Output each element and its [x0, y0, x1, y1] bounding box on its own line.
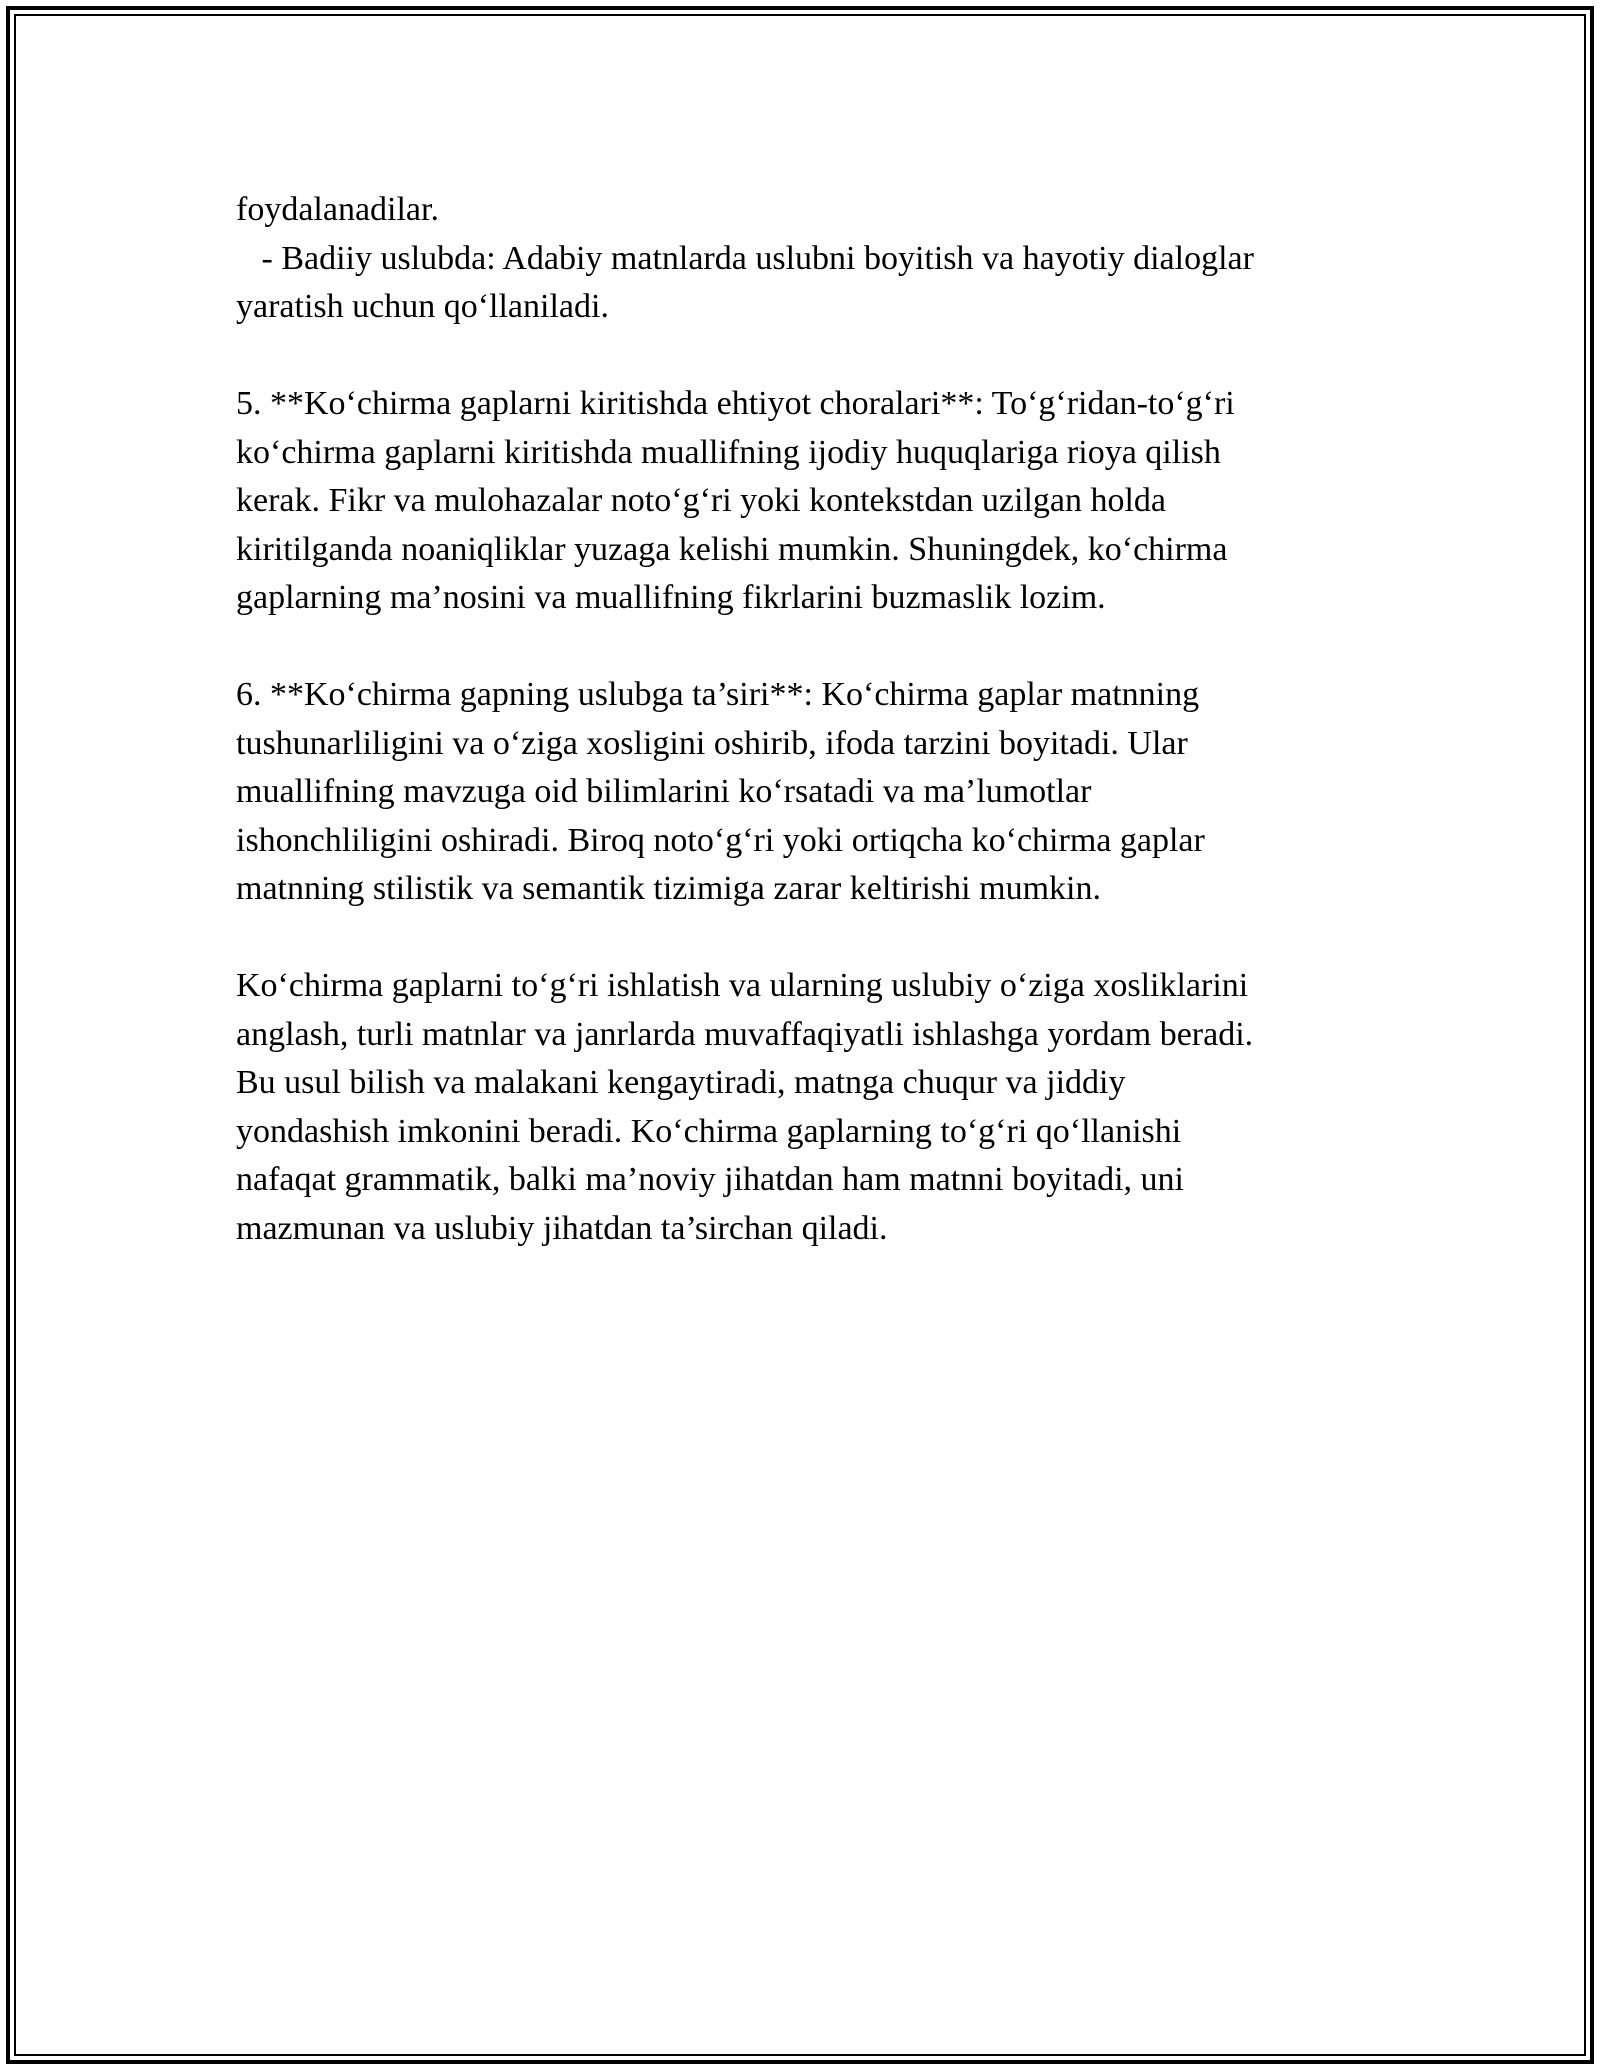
paragraph-style-effect: 6. **Ko‘chirma gapning uslubga ta’siri**: Ko‘chirma gaplar matnning tushunarliligini va o‘ziga xosligini oshirib, ifoda tarzini boyitadi. Ular muallifning mavzuga oid bilimlarini ko‘rsatadi va ma’lumotlar ishonchliligini oshiradi. Biroq noto‘g‘ri yoki ortiqcha ko‘chirma gaplar matnning stilistik va semantik tizimiga zarar keltirishi mumkin. — [236, 676, 1205, 907]
document-body — [236, 186, 1366, 1253]
paragraph-spacer — [236, 623, 1366, 672]
paragraph-spacer — [236, 332, 1366, 381]
paragraph-continuation: foydalanadilar. - Badiiy uslubda: Adabiy matnlarda uslubni boyitish va hayotiy dialoglar yaratish uchun qo‘llaniladi. — [236, 191, 1254, 325]
paragraph-precautions: 5. **Ko‘chirma gaplarni kiritishda ehtiyot choralari**: To‘g‘ridan-to‘g‘ri ko‘chirma gaplarni kiritishda muallifning ijodiy huquqlariga rioya qilish kerak. Fikr va mulohazalar noto‘g‘ri yoki kontekstdan uzilgan holda kiritilganda noaniqliklar yuzaga kelishi mumkin. Shuningdek, ko‘chirma gaplarning ma’nosini va muallifning fikrlarini buzmaslik lozim. — [236, 385, 1235, 616]
paragraph-spacer — [236, 914, 1366, 963]
paragraph-conclusion: Ko‘chirma gaplarni to‘g‘ri ishlatish va ularning uslubiy o‘ziga xosliklarini anglash, turli matnlar va janrlarda muvaffaqiyatli ishlashga yordam beradi. Bu usul bilish va malakani kengaytiradi, matnga chuqur va jiddiy yondashish imkonini beradi. Ko‘chirma gaplarning to‘g‘ri qo‘llanishi nafaqat grammatik, balki ma’noviy jihatdan ham matnni boyitadi, uni mazmunan va uslubiy jihatdan ta’sirchan qiladi. — [236, 967, 1254, 1247]
